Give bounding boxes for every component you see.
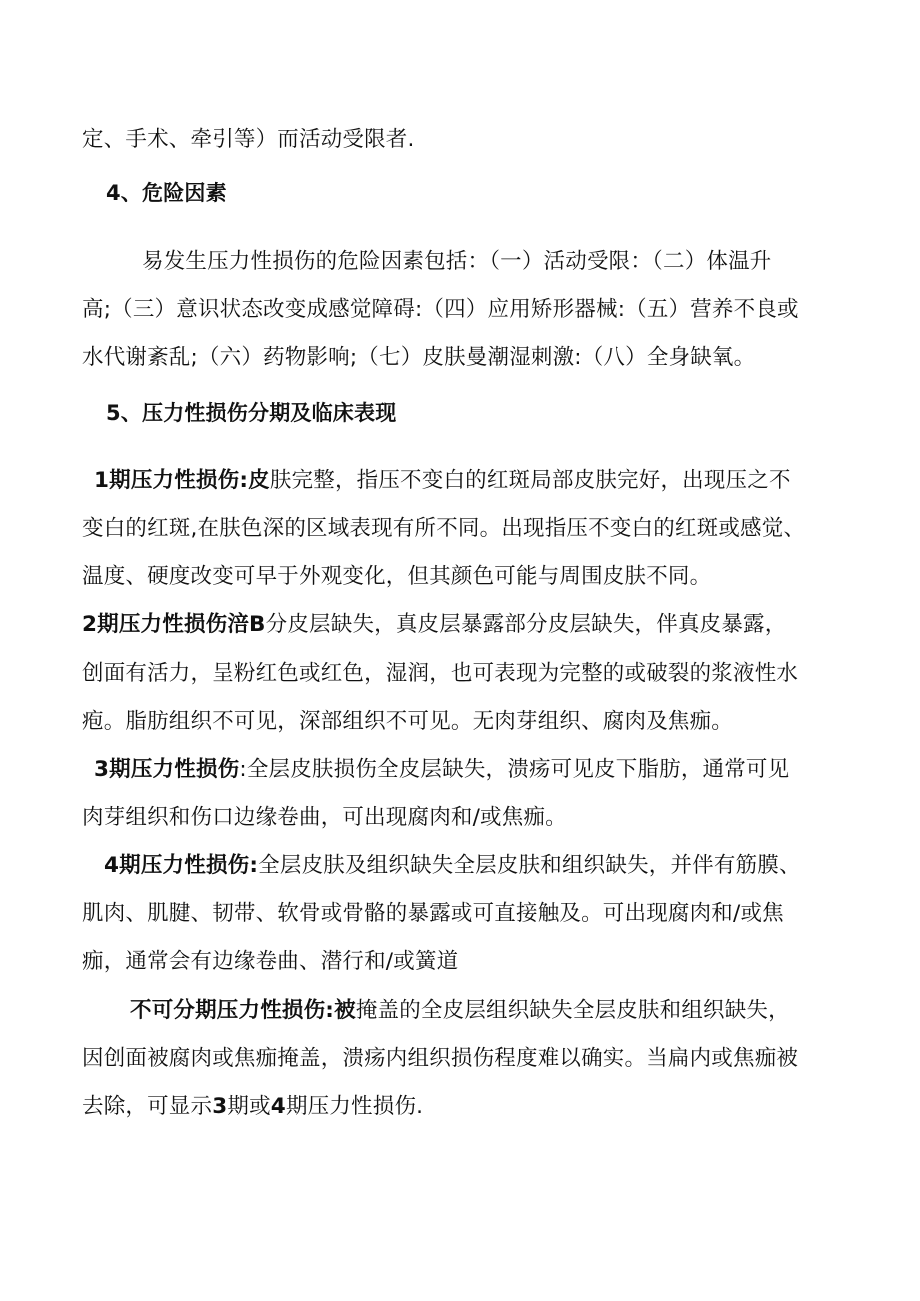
section-5-heading: 5、压力性损伤分期及临床表现 [106, 401, 397, 425]
risk-factors-line-2: 高;（三）意识状态改变成感觉障碍:（四）应用矫形器械:（五）营养不良或 [82, 297, 799, 322]
stage3-label: 3期压力性损伤 [94, 757, 240, 782]
stage-number-4: 4 [270, 1094, 286, 1119]
unstageable-line-3 [82, 1092, 423, 1122]
stage4-line-1 [104, 851, 801, 881]
unstageable-line-1 [130, 996, 790, 1026]
stage1-line-2: 变白的红斑,在肤色深的区域表现有所不同。出现指压不变白的红斑或感觉、 [82, 516, 806, 541]
stage1-label: 1期压力性损伤:皮 [94, 468, 270, 493]
stage3-line-2: 肉芽组织和伤口边缘卷曲，可出现腐肉和/或焦痂。 [82, 805, 567, 830]
stage2-line-1 [82, 610, 786, 640]
unstageable-line3-part-a: 去除，可显示 [82, 1094, 213, 1119]
risk-factors-line-1: 易发生压力性损伤的危险因素包括：（一）活动受限：（二）体温升 [142, 249, 772, 274]
stage-number-3: 3 [212, 1094, 228, 1119]
stage1-line-1 [94, 466, 791, 496]
stage3-line-1 [94, 755, 789, 785]
section-4-heading: 4、危险因素 [106, 181, 227, 205]
stage2-line-2: 创面有活力，呈粉红色或红色，湿润，也可表现为完整的或破裂的浆液性水 [82, 661, 799, 686]
stage1-text: 肤完整，指压不变白的红斑局部皮肤完好，出现压之不 [269, 468, 791, 493]
stage2-label: 2期压力性损伤涪B [82, 612, 266, 637]
stage4-label: 4期压力性损伤: [104, 853, 259, 878]
intro-tail-line: 定、手术、牵引等）而活动受限者. [82, 127, 415, 152]
stage4-line-3: 痂，通常会有边缘卷曲、潜行和/或簧道 [82, 949, 459, 974]
stage4-text: 全层皮肤及组织缺失全层皮肤和组织缺失，并伴有筋膜、 [258, 853, 801, 878]
stage3-text: :全层皮肤损伤全皮层缺失，溃疡可见皮下脂肪，通常可见 [239, 757, 790, 782]
stage2-line-3: 疱。脂肪组织不可见，深部组织不可见。无肉芽组织、腐肉及焦痂。 [82, 709, 734, 734]
stage2-text: 分皮层缺失，真皮层暴露部分皮层缺失，伴真皮暴露， [265, 612, 787, 637]
stage4-line-2: 肌肉、肌腱、韧带、软骨或骨骼的暴露或可直接触及。可出现腐肉和/或焦 [82, 901, 784, 926]
stage1-line-3: 温度、硬度改变可早于外观变化，但其颜色可能与周围皮肤不同。 [82, 564, 712, 589]
unstageable-line-2: 因创面被腐肉或焦痂掩盖，溃疡内组织损伤程度难以确实。当扁内或焦痂被 [82, 1046, 799, 1071]
unstageable-text: 掩盖的全皮层组织缺失全层皮肤和组织缺失， [355, 998, 790, 1023]
unstageable-label: 不可分期压力性损伤:被 [130, 998, 356, 1023]
risk-factors-line-3: 水代谢紊乱;（六）药物影响;（七）皮肤曼潮湿刺激:（八）全身缺氧。 [82, 345, 756, 370]
unstageable-line3-part-b: 期或 [227, 1094, 271, 1119]
unstageable-line3-part-c: 期压力性损伤. [285, 1094, 424, 1119]
